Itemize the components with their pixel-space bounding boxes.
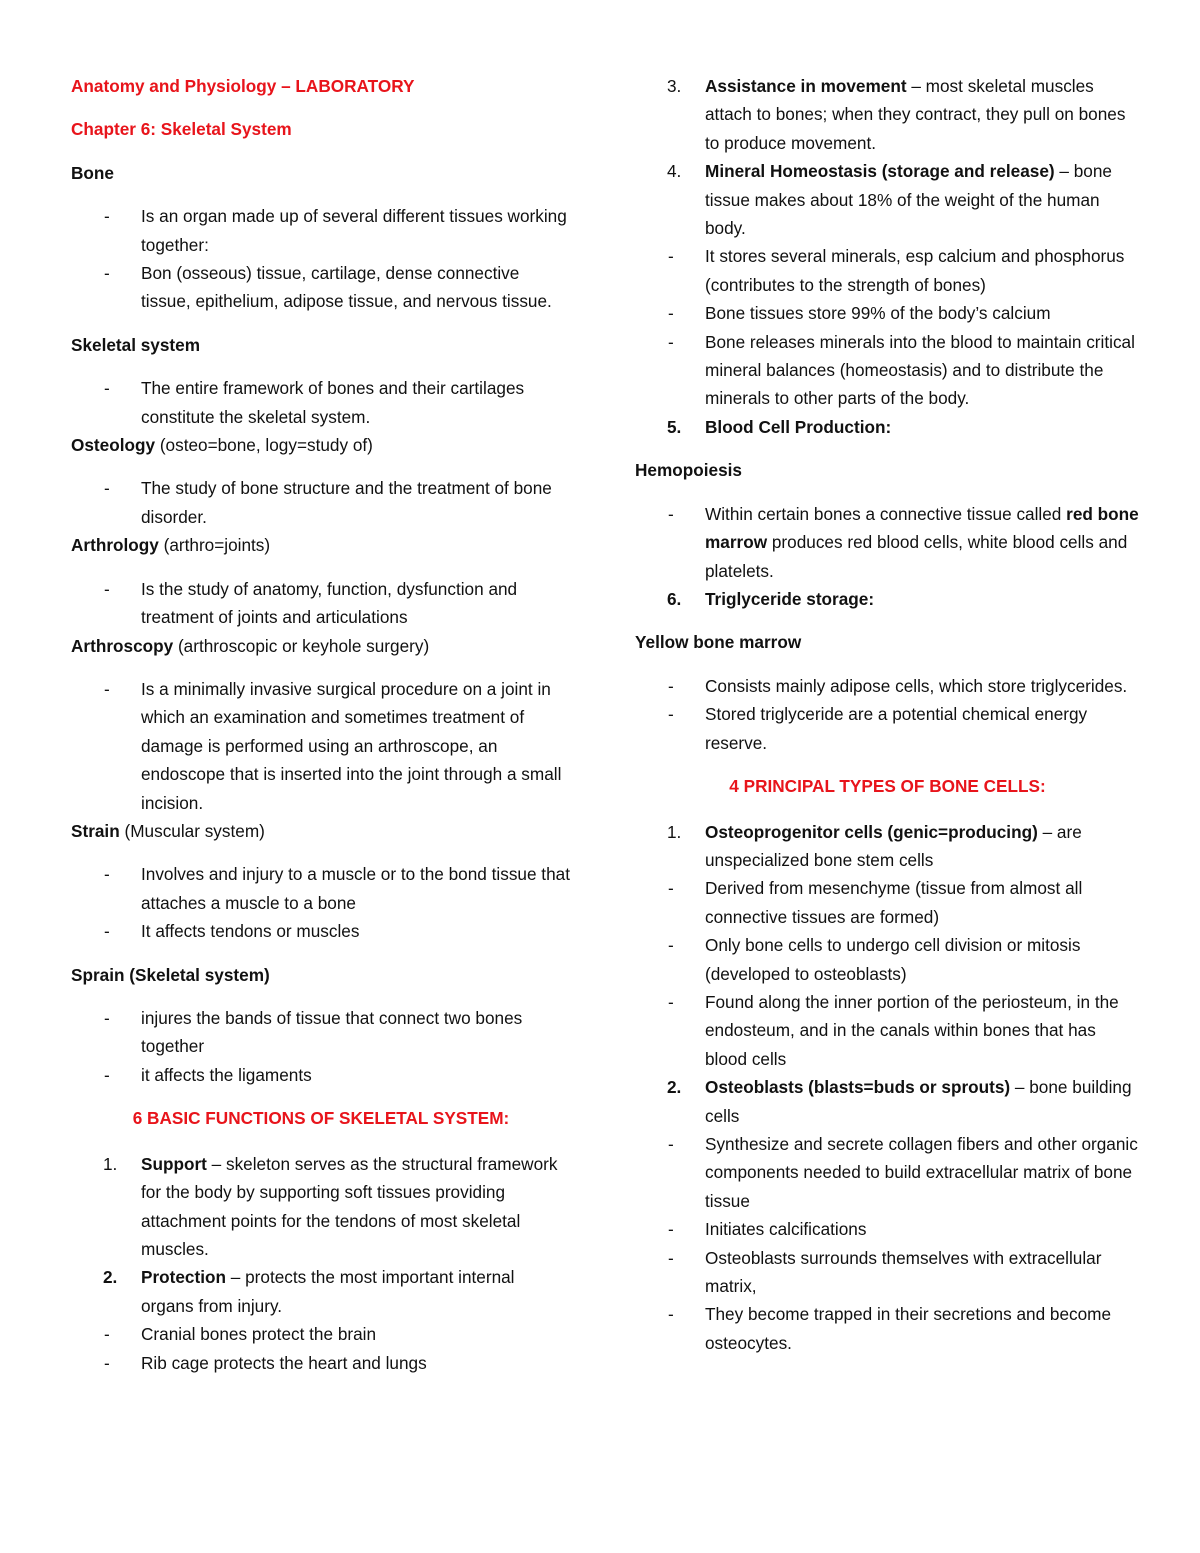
list-item: - Involves and injury to a muscle or to the bond tissue that attaches a muscle to a bone bbox=[104, 864, 570, 913]
list-item: - Cranial bones protect the brain bbox=[104, 1324, 377, 1345]
functions-heading: 6 BASIC FUNCTIONS OF SKELETAL SYSTEM: bbox=[132, 1108, 510, 1129]
section-heading-yellow-bone-marrow: Yellow bone marrow bbox=[635, 632, 802, 653]
list-item: - Found along the inner portion of the periosteum, in the endosteum, and in the canals within bones that has blood cells bbox=[668, 991, 1119, 1069]
list-item: - It stores several minerals, esp calcium and phosphorus (contributes to the strength of bones) bbox=[668, 246, 1125, 295]
bone-cells-list bbox=[635, 818, 1140, 1358]
list-item: - They become trapped in their secretions and become osteocytes. bbox=[668, 1304, 1112, 1353]
osteology-list bbox=[71, 474, 571, 531]
list-item: - Only bone cells to undergo cell division or mitosis (developed to osteoblasts) bbox=[668, 935, 1081, 984]
numbered-item-movement: 3. Assistance in movement – most skeletal muscles attach to bones; when they contract, they pull on bones to produce movement. bbox=[667, 76, 1126, 153]
list-item: - Synthesize and secrete collagen fibers and other organic components needed to build extracellular matrix of bone tissue bbox=[668, 1134, 1138, 1211]
list-item: - Is a minimally invasive surgical procedure on a joint in which an examination and sometimes treatment of damage is performed using an arthroscope, an endoscope that is inserted into the joint through a small incision. bbox=[104, 678, 562, 813]
section-heading-hemopoiesis: Hemopoiesis bbox=[635, 460, 742, 481]
numbered-item-osteoblasts: 2. Osteoblasts (blasts=buds or sprouts) – bone building cells bbox=[667, 1077, 1132, 1126]
sprain-list bbox=[71, 1004, 571, 1089]
list-item: - Rib cage protects the heart and lungs bbox=[104, 1352, 427, 1373]
numbered-item-protection: 2. Protection – protects the most important internal organs from injury. bbox=[103, 1267, 515, 1316]
list-item: - it affects the ligaments bbox=[104, 1064, 312, 1085]
numbered-item-mineral-homeostasis: 4. Mineral Homeostasis (storage and release) – bone tissue makes about 18% of the weight of the human body. bbox=[667, 161, 1112, 239]
list-item: - Osteoblasts surrounds themselves with extracellular matrix, bbox=[668, 1247, 1102, 1297]
section-heading-osteology: Osteology (osteo=bone, logy=study of) bbox=[71, 435, 373, 456]
numbered-item-triglyceride-storage: 6. Triglyceride storage: bbox=[667, 588, 875, 609]
list-item: - Stored triglyceride are a potential chemical energy reserve. bbox=[668, 704, 1088, 753]
left-column bbox=[71, 72, 571, 1377]
list-item: - Bone releases minerals into the blood to maintain critical mineral balances (homeostasis) and to distribute the minerals to other parts of the body. bbox=[668, 331, 1135, 409]
section-heading-strain: Strain (Muscular system) bbox=[71, 820, 265, 841]
list-item: - Consists mainly adipose cells, which store triglycerides. bbox=[668, 675, 1128, 696]
list-item: - injures the bands of tissue that connect two bones together bbox=[104, 1007, 523, 1057]
hemopoiesis-list bbox=[635, 500, 1140, 614]
section-heading-sprain: Sprain (Skeletal system) bbox=[71, 964, 270, 985]
section-heading-arthrology: Arthrology (arthro=joints) bbox=[71, 535, 271, 556]
list-item: - The study of bone structure and the treatment of bone disorder. bbox=[104, 478, 552, 527]
list-item: - The entire framework of bones and their cartilages constitute the skeletal system. bbox=[104, 378, 525, 427]
list-item: - Bon (osseous) tissue, cartilage, dense connective tissue, epithelium, adipose tissue, and nervous tissue. bbox=[104, 263, 552, 312]
arthrology-list bbox=[71, 575, 571, 632]
list-item: - Within certain bones a connective tissue called red bone marrow produces red blood cells, white blood cells and platelets. bbox=[668, 503, 1139, 581]
section-heading-arthroscopy: Arthroscopy (arthroscopic or keyhole surgery) bbox=[71, 635, 430, 656]
section-heading-bone: Bone bbox=[71, 162, 114, 183]
list-item: - Derived from mesenchyme (tissue from almost all connective tissues are formed) bbox=[668, 878, 1083, 927]
list-item: - Initiates calcifications bbox=[668, 1219, 867, 1240]
numbered-item-blood-cell-production: 5. Blood Cell Production: bbox=[667, 416, 892, 437]
right-column bbox=[635, 72, 1140, 1357]
arthroscopy-list bbox=[71, 675, 571, 817]
document-title: Anatomy and Physiology – LABORATORY bbox=[71, 76, 415, 96]
yellow-marrow-list bbox=[635, 672, 1140, 757]
chapter-title: Chapter 6: Skeletal System bbox=[71, 119, 292, 140]
list-item: - Is the study of anatomy, function, dysfunction and treatment of joints and articulations bbox=[104, 578, 518, 628]
list-item: - It affects tendons or muscles bbox=[104, 921, 360, 942]
bone-list bbox=[71, 202, 571, 316]
strain-list bbox=[71, 860, 571, 945]
section-heading-skeletal-system: Skeletal system bbox=[71, 334, 200, 355]
list-item: - Bone tissues store 99% of the body’s calcium bbox=[668, 303, 1051, 324]
skeletal-list bbox=[71, 374, 571, 431]
bone-cells-heading: 4 PRINCIPAL TYPES OF BONE CELLS: bbox=[729, 775, 1046, 796]
numbered-item-osteoprogenitor: 1. Osteoprogenitor cells (genic=producing) – are unspecialized bone stem cells bbox=[667, 821, 1082, 870]
list-item: - Is an organ made up of several different tissues working together: bbox=[104, 206, 567, 255]
functions-list-continued bbox=[635, 72, 1140, 441]
numbered-item-support: 1. Support – skeleton serves as the structural framework for the body by supporting soft tissues providing attachment points for the tendons of most skeletal muscles. bbox=[103, 1153, 558, 1259]
functions-list bbox=[71, 1150, 571, 1377]
